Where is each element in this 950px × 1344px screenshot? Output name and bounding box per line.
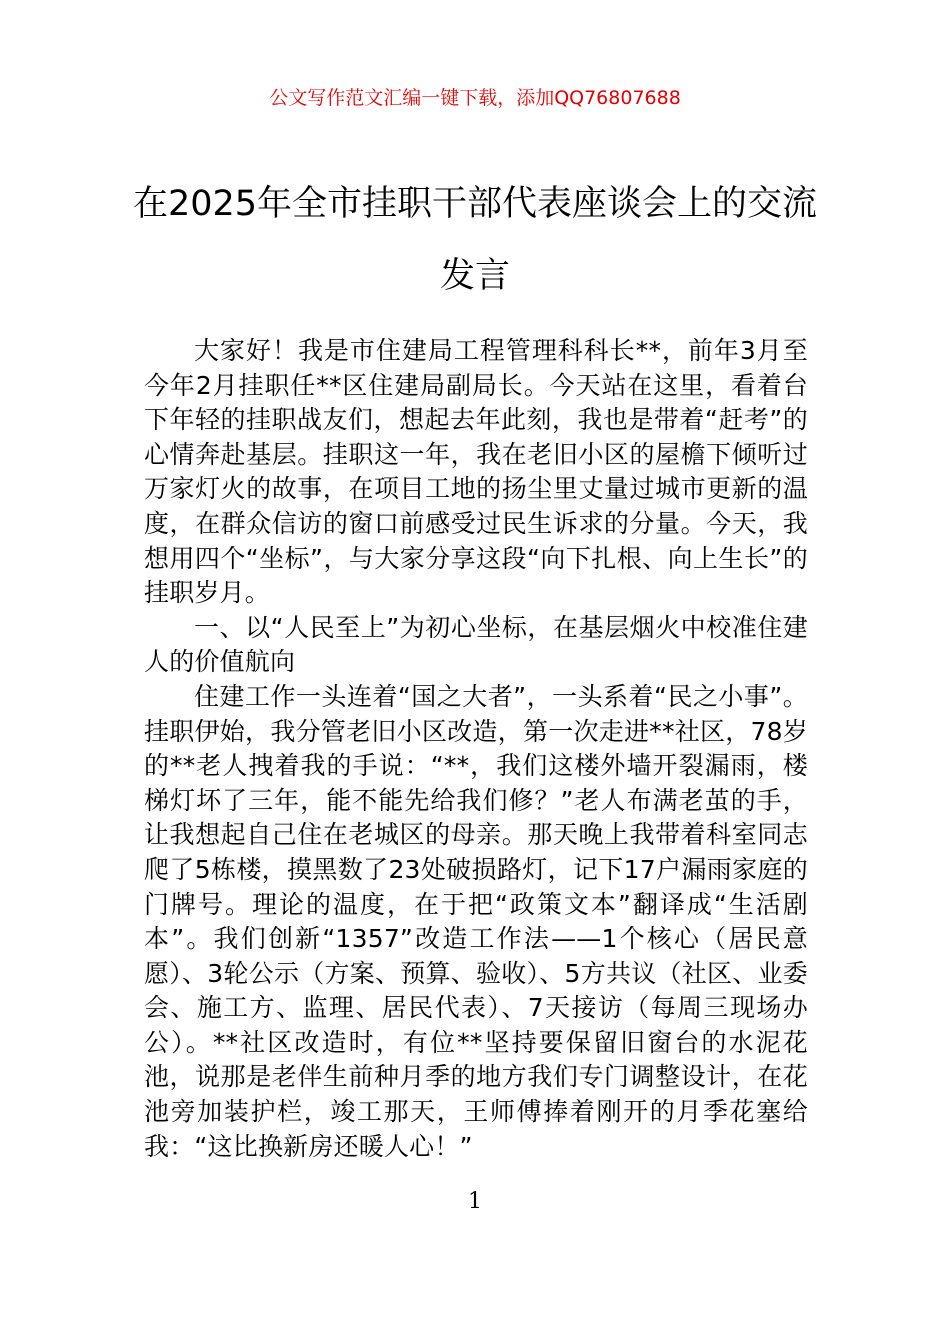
download-notice: 公文写作范文汇编一键下载，添加QQ76807688 xyxy=(269,87,681,109)
document-title: 在2025年全市挂职干部代表座谈会上的交流发言 xyxy=(132,184,818,296)
paragraph-section-1: 住建工作一头连着“国之大者”，一头系着“民之小事”。挂职伊始，我分管老旧小区改造，第一次走进**社区，78岁的**老人拽着我的手说：“**，我们这楼外墙开裂漏雨，楼梯灯坏了三年，能不能先给我们修？”老人布满老茧的手，让我想起自己住在老城区的母亲。那天晚上我带着科室同志爬了5栋楼，摸黑数了23处破损路灯，记下17户漏雨家庭的门牌号。理论的温度，在于把“政策文本”翻译成“生活剧本”。我们创新“1357”改造工作法——1个核心（居民意愿）、3轮公示（方案、预算、验收）、5方共议（社区、业委会、施工方、监理、居民代表）、7天接访（每周三现场办公）。**社区改造时，有位**坚持要保留旧窗台的水泥花池，说那是老伴生前种月季的地方我们专门调整设计，在花池旁加装护栏，竣工那天，王师傅捧着刚开的月季花塞给我：“这比换新房还暖人心！” xyxy=(144,681,808,1161)
section-heading-1: 一、以“人民至上”为初心坐标，在基层烟火中校准住建人的价值航向 xyxy=(144,612,808,677)
paragraph-intro: 大家好！我是市住建局工程管理科科长**，前年3月至今年2月挂职任**区住建局副局长。今天站在这里，看着台下年轻的挂职战友们，想起去年此刻，我也是带着“赶考”的心情奔赴基层。挂职这一年，我在老旧小区的屋檐下倾听过万家灯火的故事，在项目工地的扬尘里丈量过城市更新的温度，在群众信访的窗口前感受过民生诉求的分量。今天，我想用四个“坐标”，与大家分享这段“向下扎根、向上生长”的挂职岁月。 xyxy=(144,336,808,608)
document-body xyxy=(144,334,808,1164)
page-number: 1 xyxy=(468,1189,482,1214)
